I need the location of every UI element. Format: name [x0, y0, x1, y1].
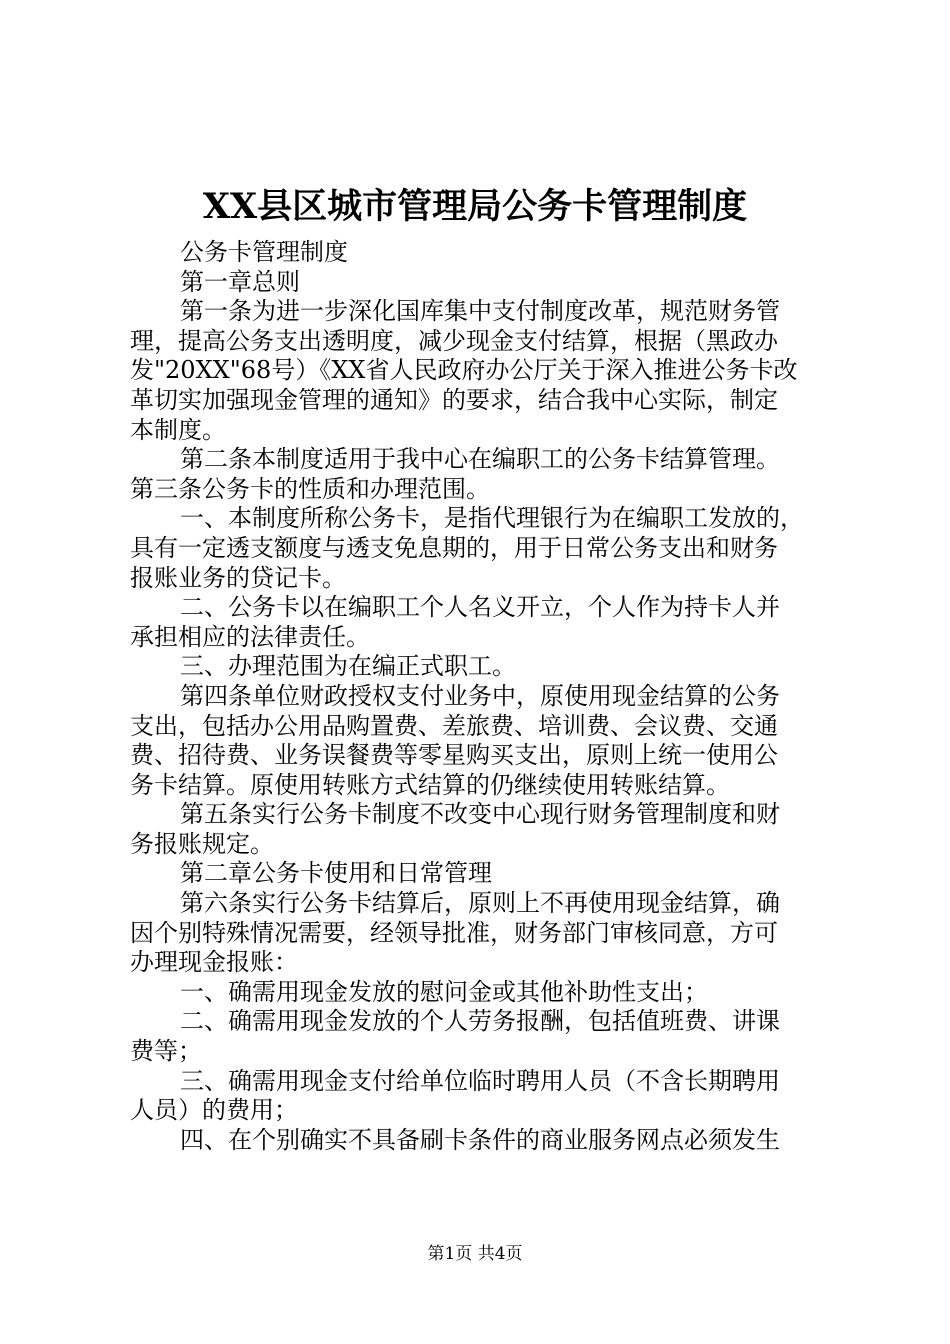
text-line: 一、确需用现金发放的慰问金或其他补助性支出； [180, 977, 708, 1006]
document-title: XX县区城市管理局公务卡管理制度 [202, 186, 748, 227]
text-line: 支出，包括办公用品购置费、差旅费、培训费、会议费、交通 [130, 711, 778, 740]
text-line: 革切实加强现金管理的通知》的要求，结合我中心实际，制定 [130, 385, 778, 414]
text-line: 第二条本制度适用于我中心在编职工的公务卡结算管理。 [180, 445, 780, 474]
text-line: 一、本制度所称公务卡，是指代理银行为在编职工发放的， [180, 504, 804, 533]
text-line: 第二章公务卡使用和日常管理 [180, 859, 492, 888]
text-line: 第三条公务卡的性质和办理范围。 [130, 474, 490, 503]
text-line: 第六条实行公务卡结算后，原则上不再使用现金结算，确 [180, 889, 780, 918]
document-body [130, 238, 835, 1155]
text-line: 报账业务的贷记卡。 [130, 563, 346, 592]
text-line: 第一章总则 [180, 267, 300, 296]
text-line: 三、确需用现金支付给单位临时聘用人员（不含长期聘用 [180, 1066, 780, 1095]
text-line: 因个别特殊情况需要，经领导批准，财务部门审核同意，方可 [130, 918, 778, 947]
text-line: 具有一定透支额度与透支免息期的，用于日常公务支出和财务 [130, 533, 778, 562]
text-line: 第一条为进一步深化国库集中支付制度改革，规范财务管 [180, 297, 780, 326]
text-line: 第四条单位财政授权支付业务中，原使用现金结算的公务 [180, 681, 780, 710]
text-line: 公务卡管理制度 [180, 238, 348, 266]
text-line: 务报账规定。 [130, 829, 274, 858]
text-line: 费、招待费、业务误餐费等零星购买支出，原则上统一使用公 [130, 741, 778, 770]
text-line: 本制度。 [130, 415, 226, 444]
text-line: 理，提高公务支出透明度，减少现金支付结算，根据（黑政办 [130, 326, 778, 355]
text-line: 四、在个别确实不具备刷卡条件的商业服务网点必须发生 [180, 1125, 780, 1154]
text-line: 三、办理范围为在编正式职工。 [180, 652, 516, 681]
text-line: 二、确需用现金发放的个人劳务报酬，包括值班费、讲课 [180, 1007, 780, 1036]
page-footer: 第1页 共4页 [427, 1244, 523, 1264]
text-line: 办理现金报账： [130, 948, 298, 977]
text-line: 二、公务卡以在编职工个人名义开立，个人作为持卡人并 [180, 593, 780, 622]
text-line: 务卡结算。原使用转账方式结算的仍继续使用转账结算。 [130, 770, 730, 799]
text-line: 第五条实行公务卡制度不改变中心现行财务管理制度和财 [180, 800, 780, 829]
text-line: 承担相应的法律责任。 [130, 622, 370, 651]
text-line: 费等； [130, 1037, 202, 1066]
text-line: 人员）的费用； [130, 1096, 298, 1125]
text-line: 发"20XX"68号）《XX省人民政府办公厅关于深入推进公务卡改 [130, 356, 798, 385]
